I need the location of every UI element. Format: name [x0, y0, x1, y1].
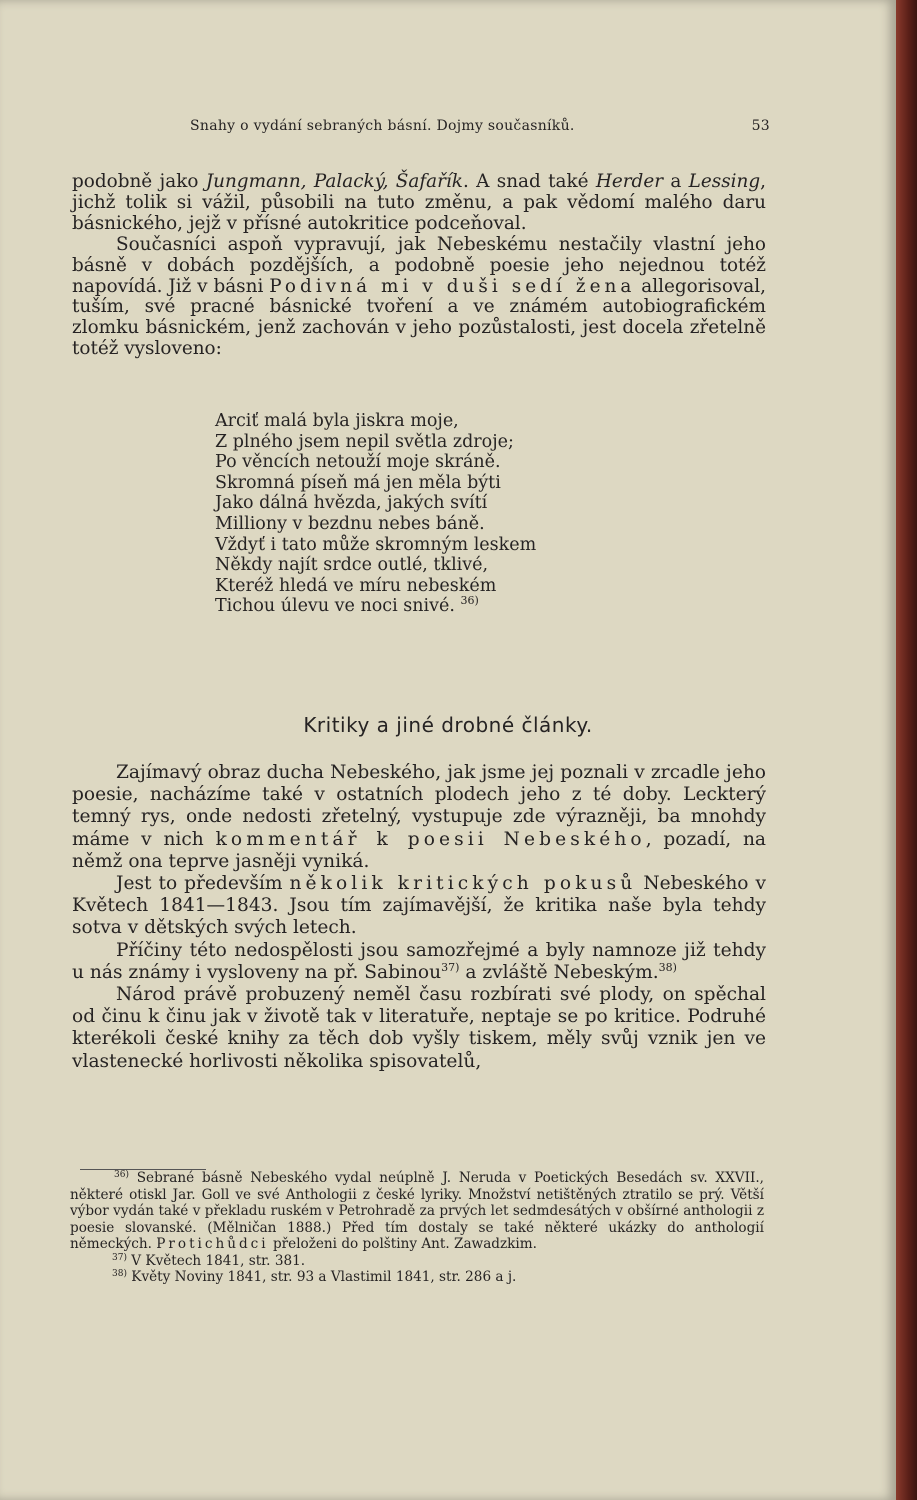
top-paragraphs [72, 172, 766, 360]
poem-line: Milliony v bezdnu nebes báně. [215, 513, 485, 534]
paragraph [72, 940, 766, 984]
running-header [190, 118, 770, 134]
text-run: Herder [595, 171, 664, 192]
text-run: Nebeského v Květech 1841—1843. Jsou tím zajímavější, že kritika naše byla tehdy sotva v dětských svých letech. [72, 873, 766, 939]
footnote-ref: 36) [460, 594, 479, 608]
text-run: Příčiny této nedospělosti jsou samozřejmé a byly namnoze již tehdy u nás známy i vysloveny na př. Sabinou [72, 939, 766, 983]
text-run: V Květech 1841, str. 381. [126, 1252, 306, 1269]
poem-line: Skromná píseň má jen měla býti [215, 472, 501, 493]
footnote [70, 1253, 764, 1270]
poem-line: Z plného jsem nepil světla zdroje; [215, 431, 514, 452]
poem-line-text: Tichou úlevu ve noci snivé. [215, 596, 455, 617]
text-run: allegorisoval, tuším, své pracné básnické tvoření a ve známém autobiografickém zlomku básnickém, jenž zachován v jeho pozůstalosti, jest docela zřetelně totéž vysloveno: [72, 275, 766, 360]
footnote [70, 1170, 764, 1253]
paragraph [72, 984, 766, 1073]
poem-line: Po věncích netouží moje skráně. [215, 452, 501, 473]
text-run: a [663, 171, 689, 192]
section-heading: Kritiky a jiné drobné články. [303, 713, 593, 737]
text-run: Protichůdci [156, 1236, 269, 1252]
text-run: Národ právě probuzený neměl času rozbírati své plody, on spěchal od činu k činu jak v životě tak v literatuře, neptaje se po kritice. Podruhé kterékoli české knihy za těch dob vyšly tiskem, měly svůj vznik jen ve vlastenecké horlivosti několika spisovatelů, [72, 984, 766, 1072]
footnote-ref: 37) [112, 1252, 127, 1263]
text-run: přeloženi do polštiny Ant. Zawadzkim. [268, 1236, 537, 1252]
footnote [70, 1269, 764, 1286]
footnote-ref: 37) [441, 960, 460, 974]
text-run: kommentář k poesii Nebeského [215, 828, 646, 850]
text-run: Květy Noviny 1841, str. 93 a Vlastimil 1841, str. 286 a j. [126, 1269, 517, 1285]
footnote-ref: 38) [112, 1269, 127, 1279]
page-number: 53 [751, 118, 770, 134]
poem-line: Vždyť i tato může skromným leskem [215, 534, 537, 555]
text-run: Zajímavý obraz ducha Nebeského, jak jsme jej poznali v zrcadle jeho poesie, nacházíme také v ostatních plodech jeho z té doby. Leckterý temný rys, onde nedosti zřetelný, vystupuje zde výrazněji, ba mnohdy máme v nich [72, 762, 766, 850]
paragraph [72, 172, 766, 235]
footnotes [70, 1170, 764, 1286]
text-run: několik kritických pokusů [289, 873, 637, 895]
text-run: Jest to především [116, 873, 290, 895]
footnote-ref: 38) [658, 960, 677, 974]
text-run: Podivná mi v duši sedí žena [269, 275, 636, 297]
paragraph [72, 873, 766, 940]
poem-line [215, 596, 735, 617]
running-title: Snahy o vydání sebraných básní. Dojmy současníků. [190, 118, 575, 134]
poem-line: Arciť malá byla jiskra moje, [215, 411, 459, 431]
text-run: , jichž tolik si vážil, působili na tuto změnu, a pak vědomí malého daru básnického, jejž v přísné autokritice podceňoval. [72, 171, 766, 234]
poem-line: Kteréž hledá ve míru nebeském [215, 575, 497, 596]
paragraph [72, 235, 766, 360]
poem [215, 411, 735, 617]
text-run: Jungmann, Palacký, Šafařík [205, 171, 463, 192]
text-run: . A snad také [462, 171, 596, 192]
text-run: a zvláště Nebeským. [459, 961, 659, 983]
paragraph [72, 762, 766, 873]
text-run: Současníci aspoň vypravují, jak Nebeskému nestačily vlastní jeho básně v dobách pozdějších, a podobně poesie jeho nejednou totéž napovídá. Již v básni [72, 233, 766, 297]
book-edge [896, 0, 917, 1500]
text-run: Lessing [688, 171, 761, 192]
poem-line: Jako dálná hvězda, jakých svítí [215, 493, 488, 514]
text-run: podobně jako [72, 171, 206, 192]
text-run: Sebrané básně Nebeského vydal neúplně J. Neruda v Poetických Besedách sv. XXVII., některé otiskl Jar. Goll ve své Anthologii z české lyriky. Množství netištěných ztratilo se prý. Větší výbor vydán také v překladu ruském v Petrohradě za prvých let sedmdesátých v obšírné anthologii z poesie slovanské. (Mělničan 1888.) Před tím dostaly se také některé ukázky do anthologií německých. [70, 1170, 764, 1252]
footnote-ref: 36) [114, 1170, 129, 1180]
poem-line: Někdy najít srdce outlé, tklivé, [215, 555, 489, 576]
bottom-paragraphs [72, 762, 766, 1073]
text-run: , pozadí, na němž ona teprve jasněji vyniká. [72, 828, 767, 872]
